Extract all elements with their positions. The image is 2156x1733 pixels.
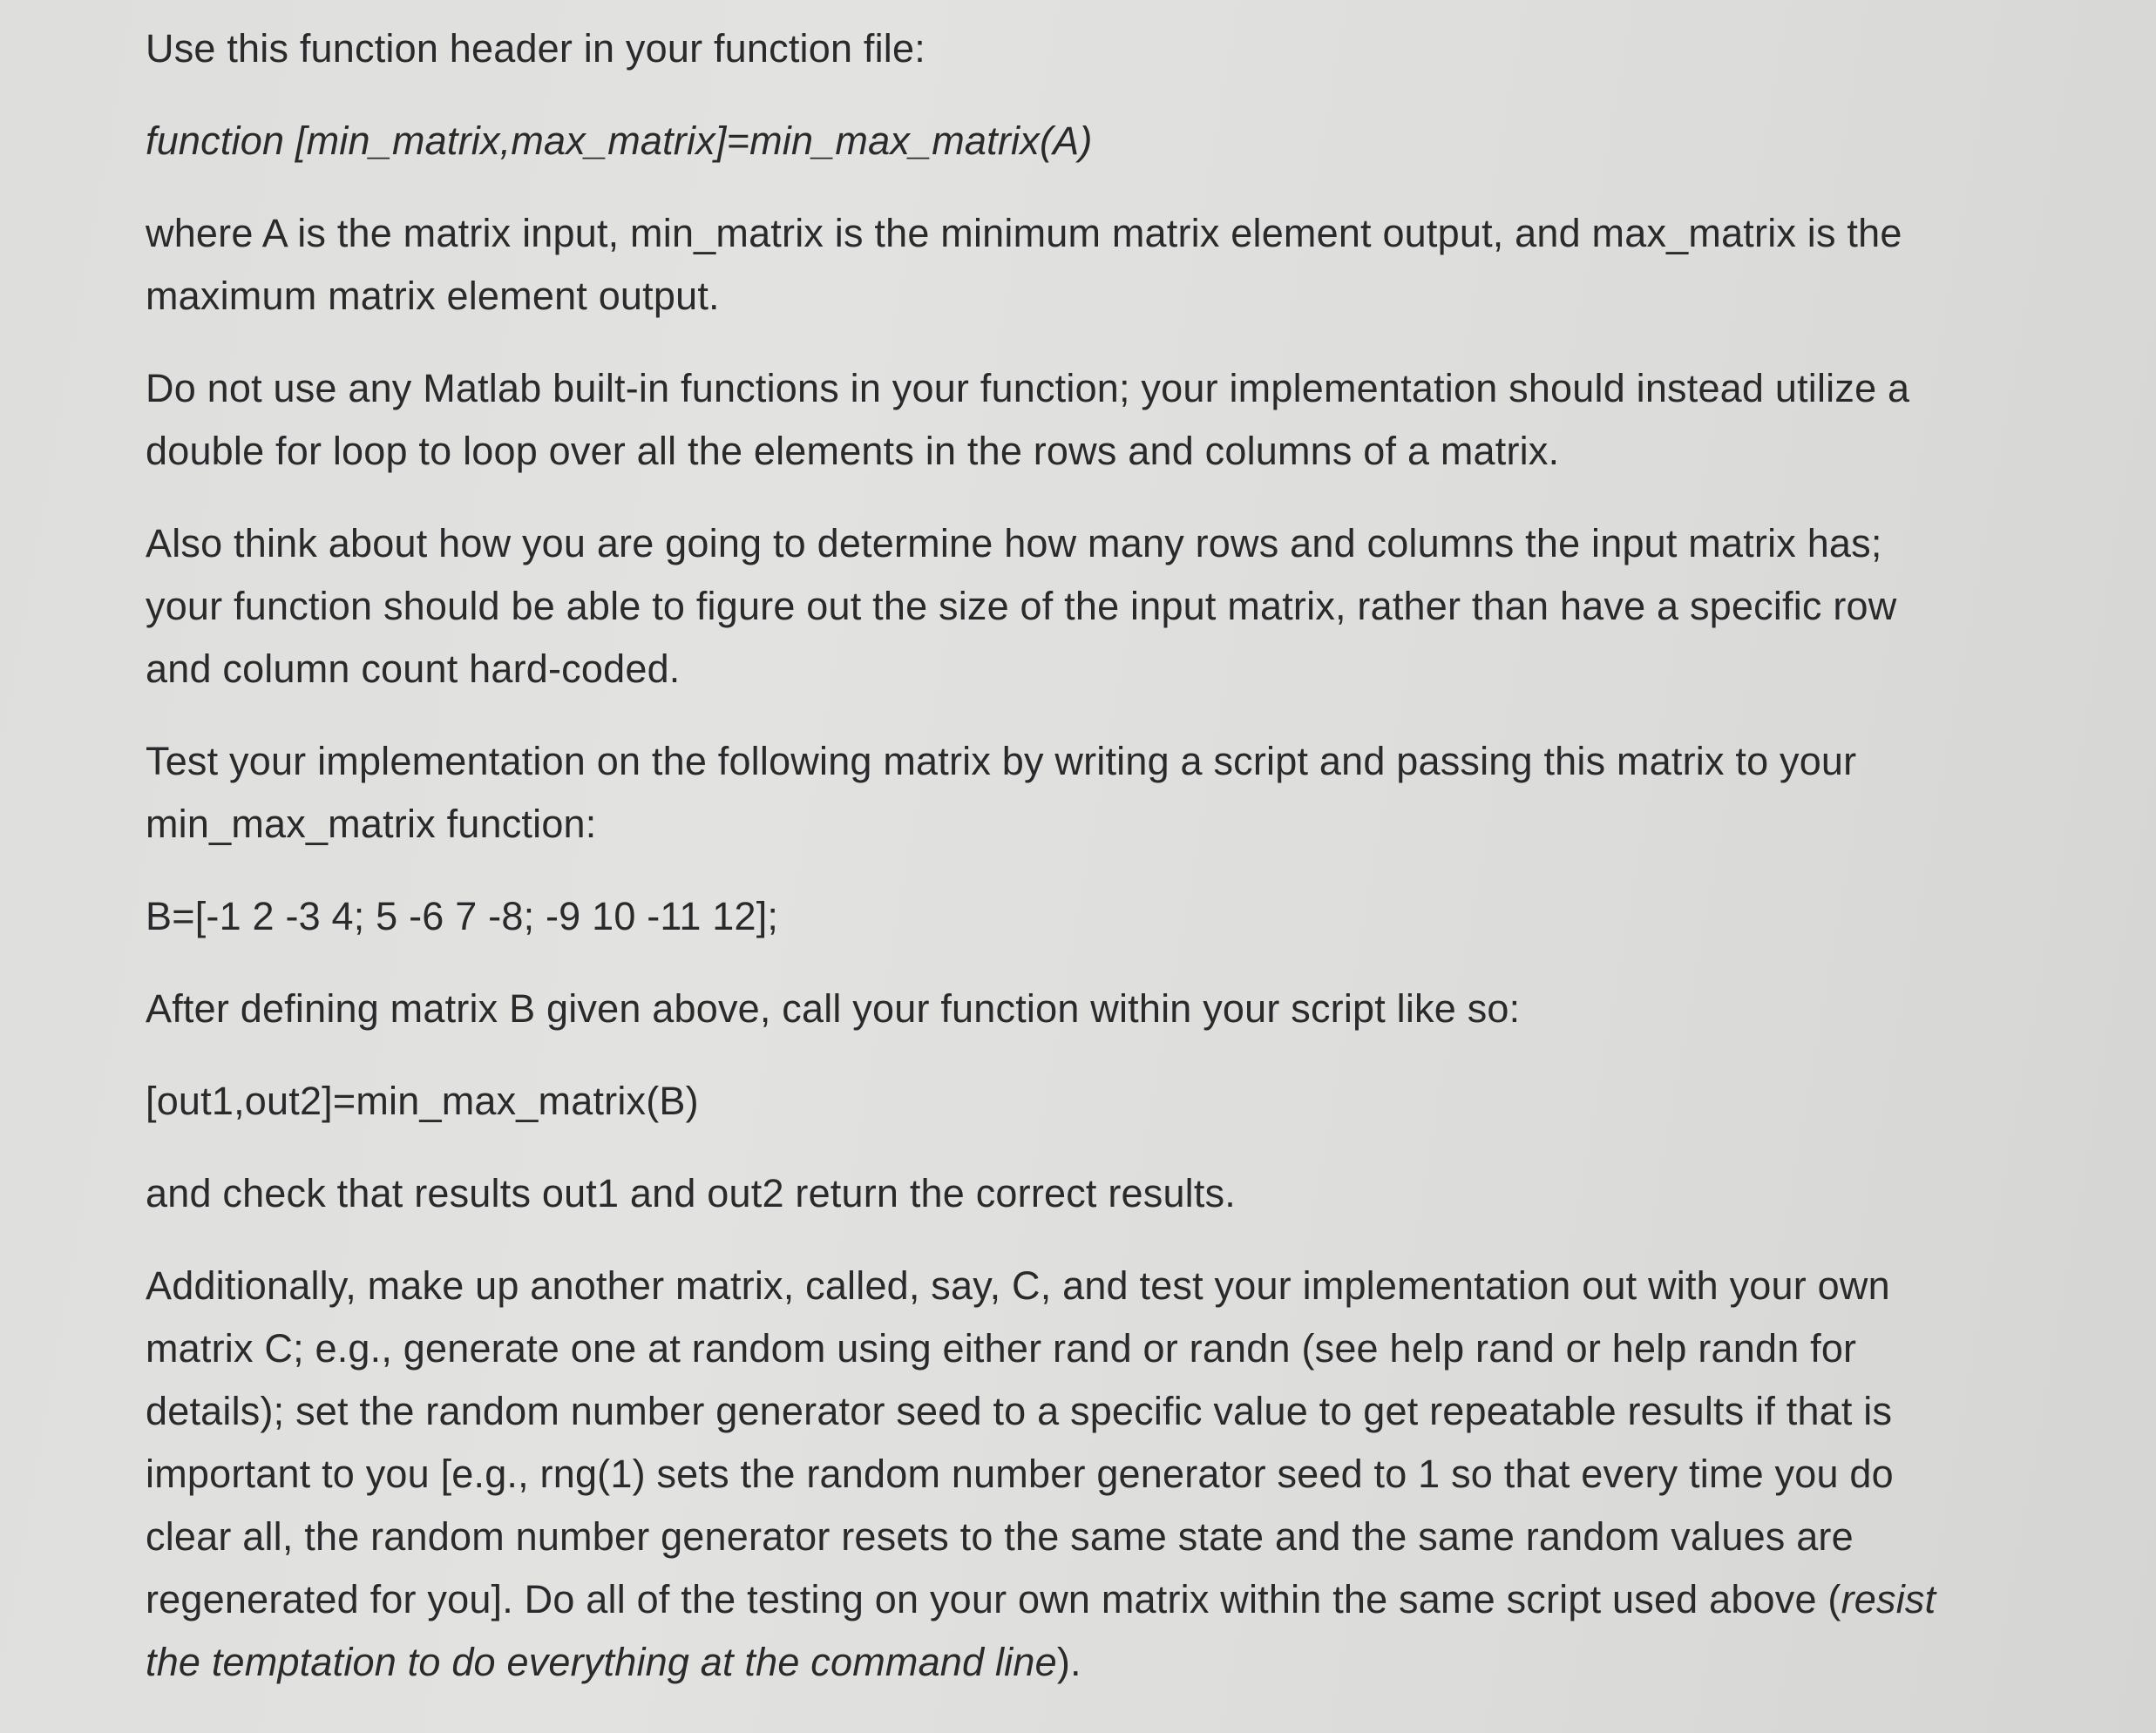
- additionally-line-6: [146, 1568, 2028, 1631]
- no-builtins-line-2: double for loop to loop over all the elements in the rows and columns of a matrix.: [146, 429, 1560, 473]
- where-line-2: maximum matrix element output.: [146, 274, 720, 318]
- additionally-line-6-italic: resist: [1841, 1577, 1936, 1621]
- header-intro-text: Use this function header in your function file:: [146, 26, 925, 71]
- test-paragraph: [146, 730, 2028, 856]
- additionally-line-5: clear all, the random number generator resets to the same state and the same random values are: [146, 1514, 1854, 1559]
- size-line-1: Also think about how you are going to determine how many rows and columns the input matrix has;: [146, 521, 1882, 565]
- no-builtins-paragraph: [146, 357, 2028, 483]
- where-line-1: where A is the matrix input, min_matrix is the minimum matrix element output, and max_matrix is the: [146, 211, 1902, 255]
- additionally-line-3: details); set the random number generator seed to a specific value to get repeatable results if that is: [146, 1389, 1893, 1433]
- additionally-line-7: [146, 1631, 2028, 1694]
- check-results-text: and check that results out1 and out2 return the correct results.: [146, 1171, 1236, 1215]
- additionally-line-2: matrix C; e.g., generate one at random using either rand or randn (see help rand or help randn for: [146, 1326, 1857, 1371]
- where-paragraph: [146, 202, 2028, 328]
- no-builtins-line-1: Do not use any Matlab built-in functions in your function; your implementation should instead utilize a: [146, 366, 1910, 410]
- document-body: [146, 17, 2028, 1694]
- size-line-2: your function should be able to figure out the size of the input matrix, rather than have a specific row: [146, 584, 1897, 628]
- matrix-b-text: B=[-1 2 -3 4; 5 -6 7 -8; -9 10 -11 12];: [146, 894, 779, 938]
- additionally-line-7-italic: the temptation to do everything at the command line: [146, 1640, 1057, 1684]
- after-defining-text: After defining matrix B given above, call your function within your script like so:: [146, 986, 1521, 1031]
- additionally-line-6-regular: regenerated for you]. Do all of the testing on your own matrix within the same script used above (: [146, 1577, 1841, 1621]
- size-paragraph: [146, 512, 2028, 701]
- additionally-line-1: Additionally, make up another matrix, called, say, C, and test your implementation out with your own: [146, 1263, 1890, 1308]
- test-line-1: Test your implementation on the following matrix by writing a script and passing this matrix to your: [146, 739, 1857, 783]
- size-line-3: and column count hard-coded.: [146, 646, 681, 691]
- function-call-text: [out1,out2]=min_max_matrix(B): [146, 1079, 699, 1123]
- test-line-2: min_max_matrix function:: [146, 802, 597, 846]
- additionally-line-7-close: ).: [1056, 1640, 1081, 1684]
- additionally-line-4: important to you [e.g., rng(1) sets the random number generator seed to 1 so that every time you do: [146, 1452, 1894, 1496]
- function-header-text: function [min_matrix,max_matrix]=min_max_matrix(A): [146, 118, 1093, 163]
- additionally-paragraph: [146, 1255, 2028, 1694]
